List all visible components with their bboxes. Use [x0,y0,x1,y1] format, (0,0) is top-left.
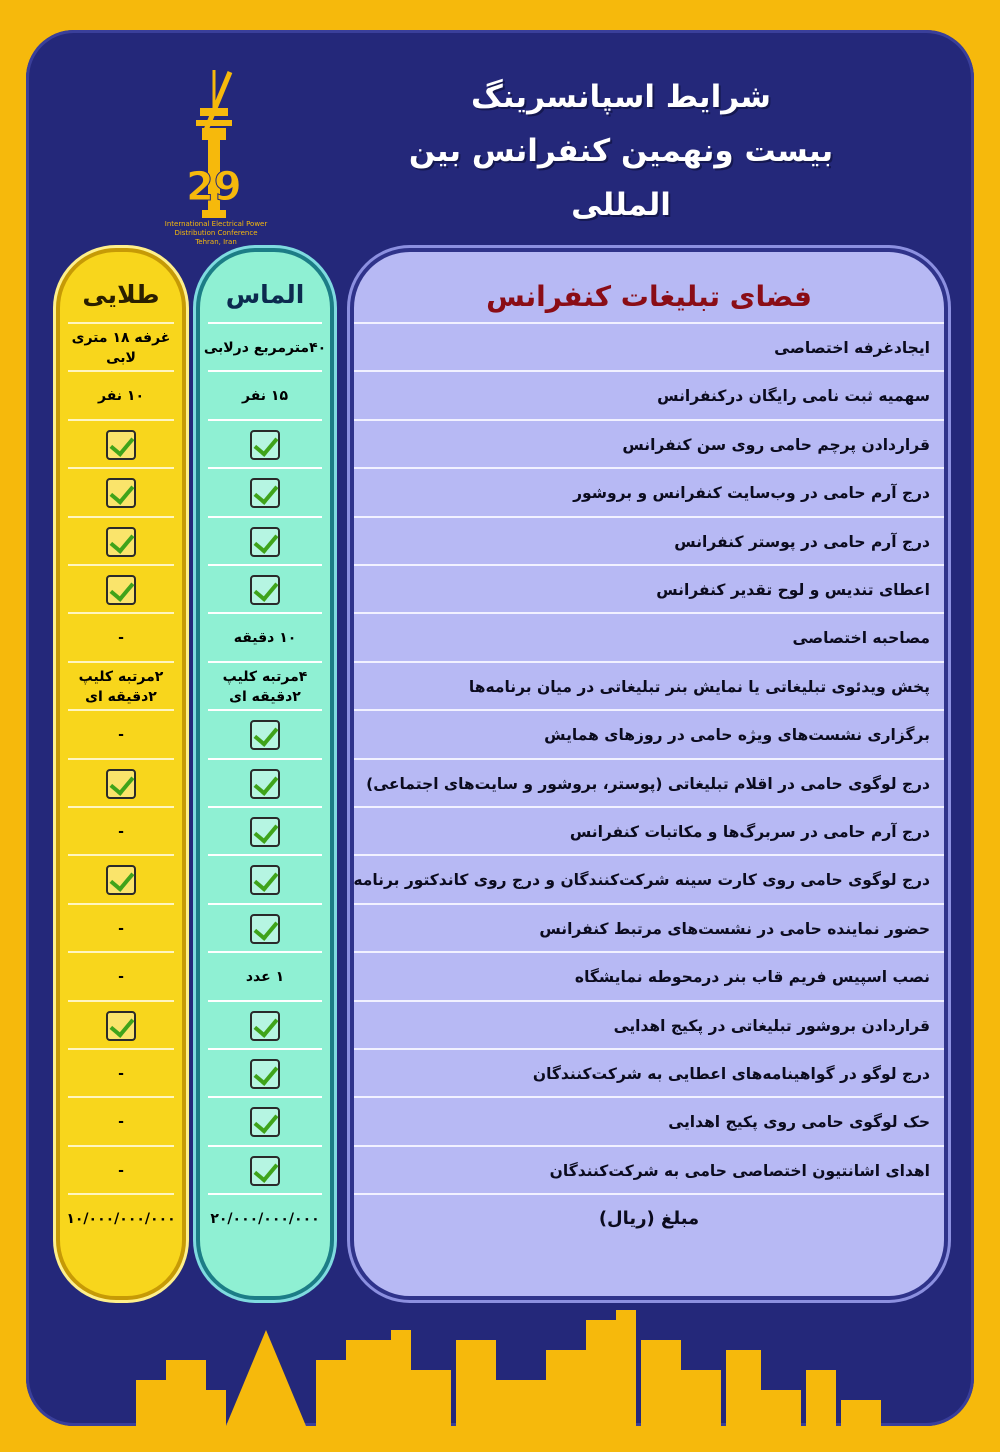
feature-label: درج لوگوی حامی روی کارت سینه شرکت‌کنندگان و درج روی کاندکتور برنامه [353,871,930,890]
feature-label: حک لوگوی حامی روی پکیج اهدایی [668,1113,930,1132]
gold-value: - [118,727,124,744]
check-icon [250,527,280,557]
diamond-cell [200,711,330,759]
diamond-cell [200,1147,330,1195]
gold-cell [60,760,182,808]
diamond-value: ۴مرتبه کلیپ ۲دقیقه ای [222,668,308,705]
check-icon [250,1156,280,1186]
check-icon [106,575,136,605]
feature-label: درج لوگو در گواهینامه‌های اعطایی به شرکت‌کنندگان [532,1065,930,1083]
feature-label: نصب اسپیس فریم قاب بنر درمحوطه نمایشگاه [574,968,930,987]
check-icon [106,430,136,460]
feature-label: درج آرم حامی در سربرگ‌ها و مکاتبات کنفرانس [569,823,930,841]
gold-cell [60,518,182,566]
diamond-cell [200,421,330,469]
logo-caption-line3: Tehran, Iran [195,238,237,246]
check-icon [106,478,136,508]
tehran-skyline-icon [26,1310,974,1426]
diamond-price: ۲۰/۰۰۰/۰۰۰/۰۰۰ [210,1211,320,1228]
feature-label: قراردادن بروشور تبلیغاتی در پکیج اهدایی [613,1016,930,1035]
title-line2: بیست ونهمین کنفرانس بین المللی [408,133,834,223]
diamond-cell [200,566,330,614]
feature-label: اهدای اشانتیون اختصاصی حامی به شرکت‌کنندگان [549,1161,930,1180]
diamond-cell [200,1098,330,1146]
diamond-value: ۱۵ نفر [242,388,289,405]
check-icon [250,478,280,508]
check-icon [106,865,136,895]
diamond-cell [200,1050,330,1098]
diamond-value: ۴۰مترمربع درلابی [203,340,327,356]
diamond-cell [200,518,330,566]
gold-value: - [118,1162,124,1179]
feature-label: قراردادن پرچم حامی روی سن کنفرانس [622,435,930,454]
gold-value: ۱۰ نفر [98,388,145,405]
gold-value: - [118,1066,124,1082]
gold-cell [60,856,182,904]
feature-label: درج آرم حامی در وب‌سایت کنفرانس و بروشور [573,484,930,503]
diamond-column-title: الماس [225,280,305,309]
feature-label: ایجادغرفه اختصاصی [774,339,930,357]
feature-label: درج لوگوی حامی در اقلام تبلیغاتی (پوستر، بروشور و سایت‌های اجتماعی) [366,774,930,793]
diamond-cell [200,469,330,517]
diamond-value: ۱ عدد [245,969,285,986]
gold-value: - [118,824,124,840]
gold-value: - [118,1114,124,1131]
logo-caption-line1: International Electrical Power [164,220,268,228]
gold-cell [60,566,182,614]
gold-value: - [118,920,124,937]
gold-cell [60,1002,182,1050]
gold-column [56,248,186,1300]
gold-value: ۲مرتبه کلیپ ۲دقیقه ای [78,668,164,705]
logo-caption [146,220,286,247]
check-icon [250,575,280,605]
logo-number: 29 [186,164,242,210]
gold-cell [60,469,182,517]
diamond-column [196,248,334,1300]
gold-cell [60,421,182,469]
feature-label: مصاحبه اختصاصی [792,629,930,648]
price-label: مبلغ (ریال) [598,1208,700,1230]
gold-column-title: طلایی [82,280,160,309]
title-line1: شرایط اسپانسرینگ [471,79,771,115]
gold-value: غرفه ۱۸ متری لابی [71,330,171,366]
diamond-cell [200,760,330,808]
feature-label: اعطای تندیس و لوح تقدیر کنفرانس [656,581,930,599]
features-column-title: فضای تبلیغات کنفرانس [486,280,812,313]
check-icon [250,914,280,944]
diamond-cell [200,1002,330,1050]
check-icon [250,769,280,799]
check-icon [106,527,136,557]
check-icon [250,1107,280,1137]
check-icon [106,1011,136,1041]
feature-label: درج آرم حامی در پوستر کنفرانس [674,532,930,551]
features-column [350,248,948,1300]
diamond-cell [200,808,330,856]
gold-value: - [118,969,124,986]
gold-price: ۱۰/۰۰۰/۰۰۰/۰۰۰ [66,1211,176,1228]
feature-label: برگزاری نشست‌های ویژه حامی در روزهای همایش [544,726,930,745]
poster-frame [26,30,974,1426]
feature-label: سهمیه ثبت نامی رایگان درکنفرانس [657,387,930,406]
logo-caption-line2: Distribution Conference [174,229,258,237]
check-icon [250,817,280,847]
check-icon [250,1011,280,1041]
check-icon [250,720,280,750]
feature-label: حضور نماینده حامی در نشست‌های مرتبط کنفرانس [539,919,930,938]
check-icon [250,1059,280,1089]
check-icon [250,865,280,895]
feature-label: پخش ویدئوی تبلیغاتی یا نمایش بنر تبلیغاتی در میان برنامه‌ها [468,677,930,696]
check-icon [106,769,136,799]
diamond-cell [200,905,330,953]
diamond-cell [200,856,330,904]
check-icon [250,430,280,460]
diamond-value: ۱۰ دقیقه [233,630,297,647]
gold-value: - [118,630,124,647]
